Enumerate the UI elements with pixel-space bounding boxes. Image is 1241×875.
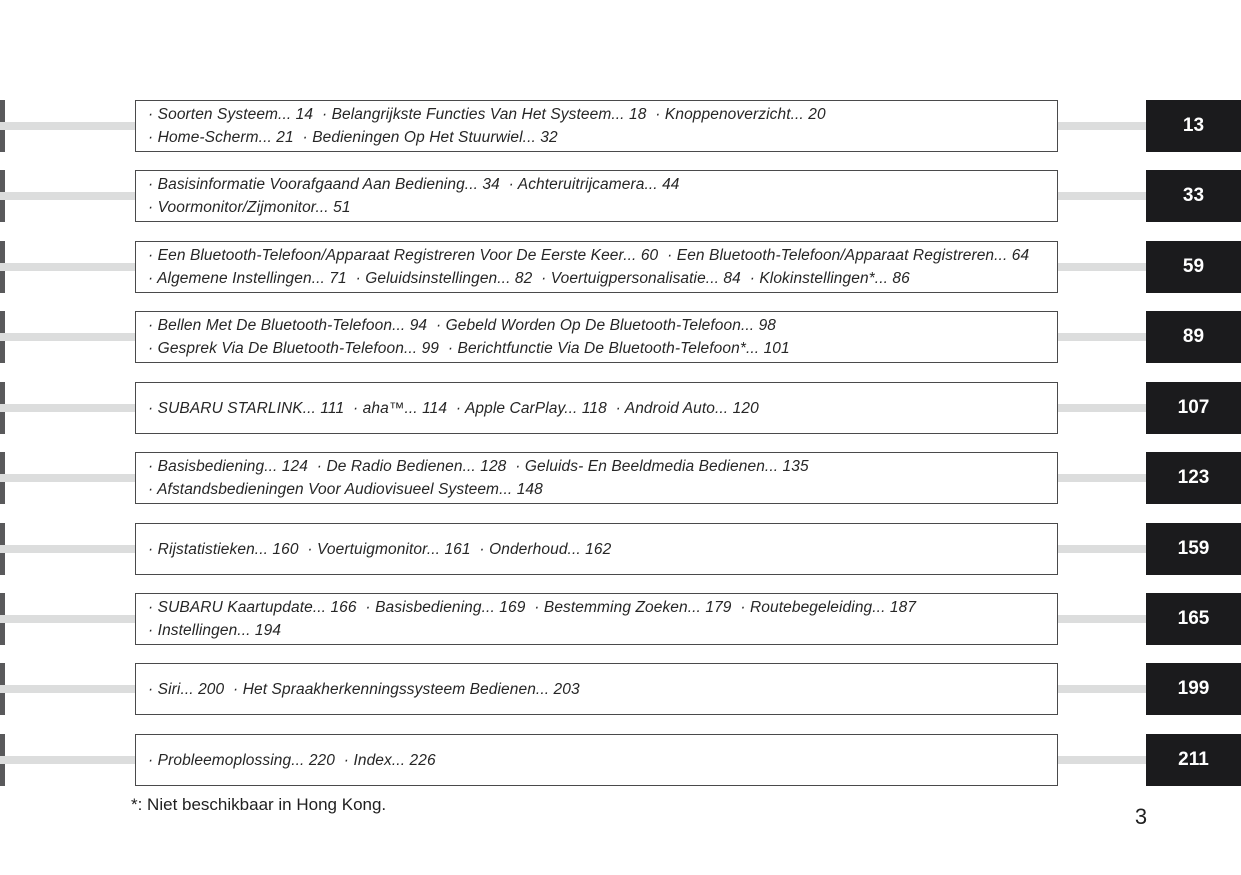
left-connector-bar xyxy=(0,192,135,200)
toc-row xyxy=(0,523,1241,575)
toc-line: · Algemene Instellingen... 71 · Geluidsinstellingen... 82 · Voertuigpersonalisatie... 84 · Klokinstellingen*... 86 xyxy=(148,270,910,287)
right-connector-bar xyxy=(1058,685,1146,693)
left-connector-bar xyxy=(0,474,135,482)
right-connector-bar xyxy=(1058,263,1146,271)
toc-row xyxy=(0,311,1241,363)
page-number: 3 xyxy=(1134,804,1148,829)
chapter-tab-number: 107 xyxy=(1177,397,1210,418)
toc-line: · Bellen Met De Bluetooth-Telefoon... 94 · Gebeld Worden Op De Bluetooth-Telefoon... 98 xyxy=(148,317,777,334)
chapter-tab xyxy=(1146,311,1241,363)
toc-line: · Een Bluetooth-Telefoon/Apparaat Registreren Voor De Eerste Keer... 60 · Een Bluetooth-Telefoon/Apparaat Registreren... 64 xyxy=(148,247,1030,264)
chapter-tab-number: 165 xyxy=(1177,608,1210,629)
toc-row xyxy=(0,452,1241,504)
toc-line: · Afstandsbedieningen Voor Audiovisueel Systeem... 148 xyxy=(148,481,543,498)
toc-row xyxy=(0,241,1241,293)
chapter-tab-number: 33 xyxy=(1182,185,1205,206)
chapter-tab xyxy=(1146,593,1241,645)
right-connector-bar xyxy=(1058,192,1146,200)
toc-line: · Siri... 200 · Het Spraakherkenningssysteem Bedienen... 203 xyxy=(148,680,580,698)
toc-line: · SUBARU STARLINK... 111 · aha™... 114 · Apple CarPlay... 118 · Android Auto... 120 xyxy=(148,399,759,417)
chapter-tab xyxy=(1146,382,1241,434)
toc-row xyxy=(0,382,1241,434)
left-connector-bar xyxy=(0,685,135,693)
toc-box xyxy=(135,593,1058,645)
chapter-tab-number: 211 xyxy=(1178,749,1209,770)
toc-line: · Basisinformatie Voorafgaand Aan Bediening... 34 · Achteruitrijcamera... 44 xyxy=(148,176,680,193)
toc-line: · SUBARU Kaartupdate... 166 · Basisbediening... 169 · Bestemming Zoeken... 179 · Routebegeleiding... 187 xyxy=(148,599,917,616)
toc-box xyxy=(135,100,1058,152)
toc-box xyxy=(135,452,1058,504)
right-connector-bar xyxy=(1058,404,1146,412)
toc-box xyxy=(135,523,1058,575)
chapter-tab-number: 13 xyxy=(1182,115,1205,136)
chapter-tab xyxy=(1146,452,1241,504)
left-connector-bar xyxy=(0,333,135,341)
chapter-tab xyxy=(1146,523,1241,575)
chapter-tab-number: 123 xyxy=(1177,467,1210,488)
right-connector-bar xyxy=(1058,545,1146,553)
toc-line: · Soorten Systeem... 14 · Belangrijkste Functies Van Het Systeem... 18 · Knoppenoverzicht... 20 xyxy=(148,106,826,123)
footnote: *: Niet beschikbaar in Hong Kong. xyxy=(131,795,387,814)
chapter-tab xyxy=(1146,100,1241,152)
left-connector-bar xyxy=(0,263,135,271)
chapter-tab xyxy=(1146,663,1241,715)
right-connector-bar xyxy=(1058,615,1146,623)
chapter-tab-number: 159 xyxy=(1177,538,1210,559)
chapter-tab-number: 199 xyxy=(1177,678,1210,699)
toc-box xyxy=(135,382,1058,434)
toc-row xyxy=(0,170,1241,222)
left-connector-bar xyxy=(0,615,135,623)
toc-box xyxy=(135,663,1058,715)
right-connector-bar xyxy=(1058,333,1146,341)
toc-line: · Rijstatistieken... 160 · Voertuigmonitor... 161 · Onderhoud... 162 xyxy=(148,540,612,558)
toc-line: · Instellingen... 194 xyxy=(148,622,282,639)
toc-box xyxy=(135,734,1058,786)
chapter-tab xyxy=(1146,734,1241,786)
toc-line: · Probleemoplossing... 220 · Index... 226 xyxy=(148,751,436,769)
left-connector-bar xyxy=(0,545,135,553)
right-connector-bar xyxy=(1058,474,1146,482)
left-connector-bar xyxy=(0,756,135,764)
toc-row xyxy=(0,100,1241,152)
chapter-tab-number: 59 xyxy=(1182,256,1205,277)
toc-line: · Gesprek Via De Bluetooth-Telefoon... 99 · Berichtfunctie Via De Bluetooth-Telefoon*... 101 xyxy=(148,340,790,357)
toc-line: · Home-Scherm... 21 · Bedieningen Op Het Stuurwiel... 32 xyxy=(148,129,558,146)
toc-line: · Basisbediening... 124 · De Radio Bedienen... 128 · Geluids- En Beeldmedia Bedienen... 135 xyxy=(148,458,809,475)
chapter-tab xyxy=(1146,170,1241,222)
toc-line: · Voormonitor/Zijmonitor... 51 xyxy=(148,199,351,216)
toc-box xyxy=(135,241,1058,293)
toc-row xyxy=(0,663,1241,715)
left-connector-bar xyxy=(0,122,135,130)
chapter-tab-number: 89 xyxy=(1182,326,1205,347)
chapter-tab xyxy=(1146,241,1241,293)
right-connector-bar xyxy=(1058,122,1146,130)
left-connector-bar xyxy=(0,404,135,412)
right-connector-bar xyxy=(1058,756,1146,764)
toc-row xyxy=(0,593,1241,645)
toc-box xyxy=(135,311,1058,363)
toc-box xyxy=(135,170,1058,222)
toc-row xyxy=(0,734,1241,786)
